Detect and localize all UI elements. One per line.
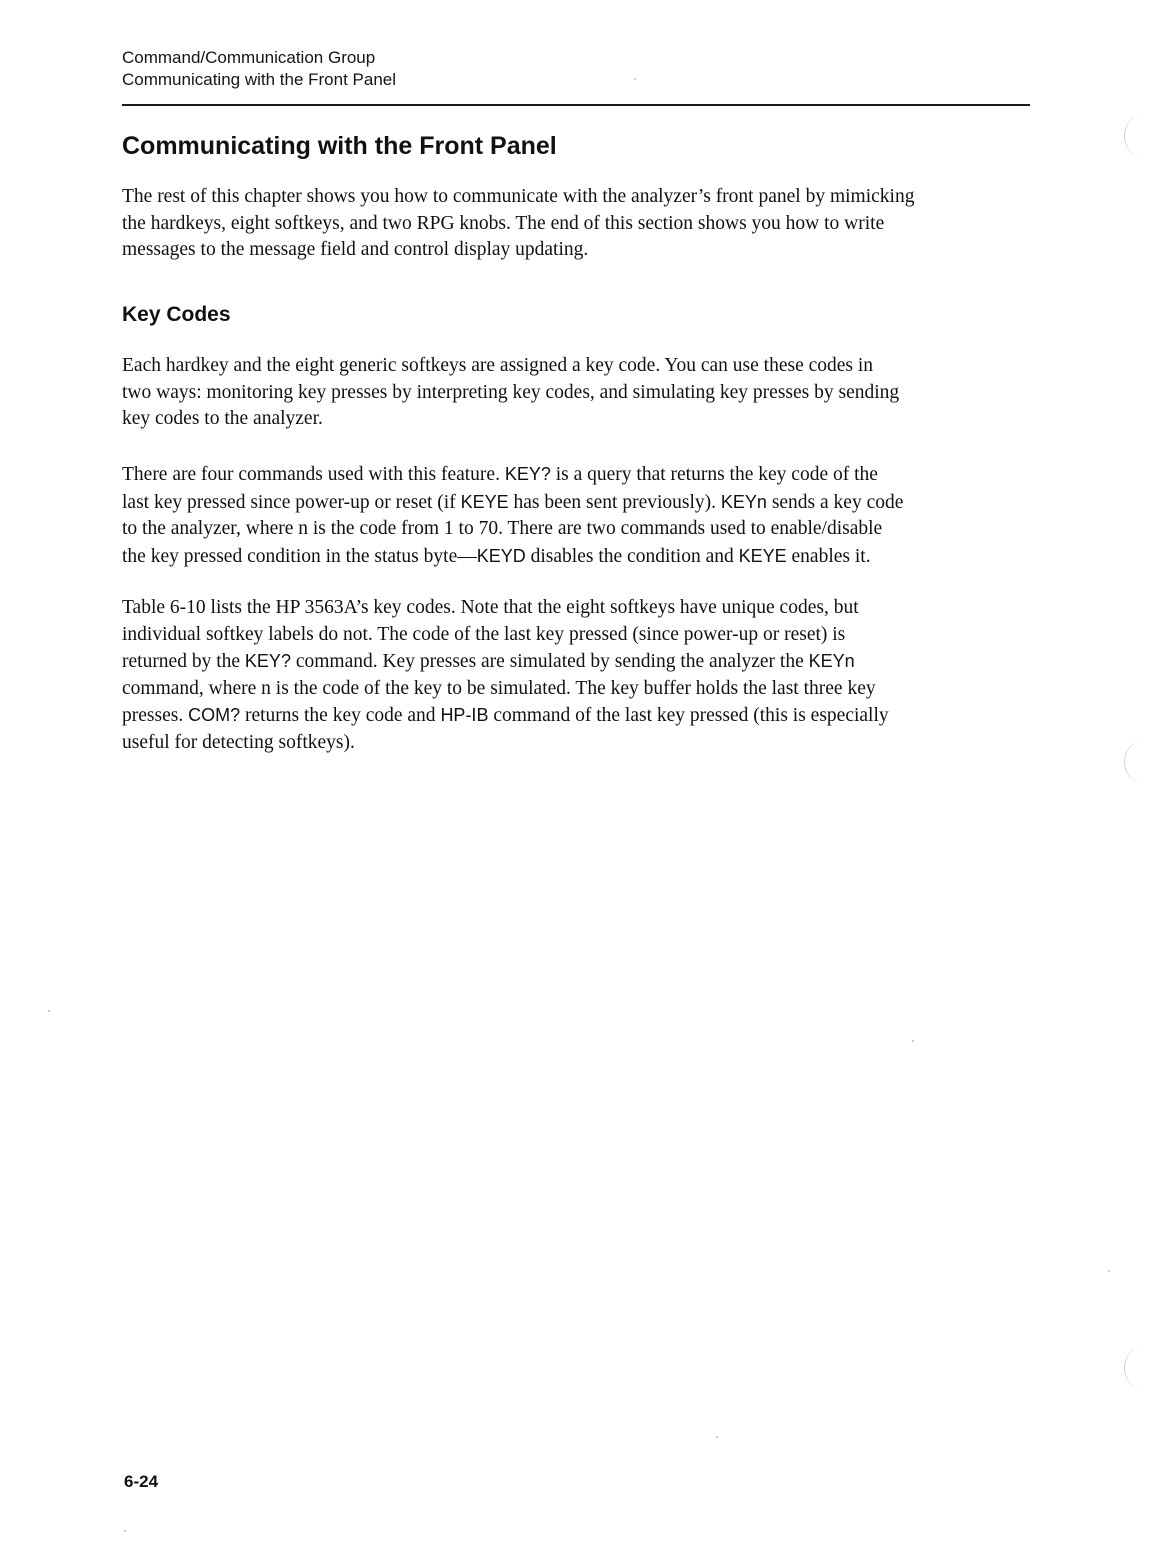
text-line: useful for detecting softkeys). (122, 731, 355, 753)
command-keyn: KEYn (808, 651, 855, 671)
subsection-title: Key Codes (122, 303, 231, 326)
keycodes-paragraph (122, 353, 1052, 433)
table-reference-paragraph (122, 595, 1052, 756)
text-run: returned by the (122, 651, 245, 672)
scan-speck (124, 1530, 126, 1532)
text-line: individual softkey labels do not. The code of the last key pressed (since power-up or reset) is (122, 623, 846, 645)
text-run: sends a key code (766, 491, 904, 513)
section-title: Communicating with the Front Panel (122, 132, 557, 160)
text-run: is a query that returns the key code of the (550, 464, 878, 485)
text-run: command. Key presses are simulated by sending the analyzer the (290, 651, 809, 672)
text-run: has been sent previously). (508, 491, 721, 513)
punch-hole-mark (1124, 742, 1157, 782)
command-keyn: KEYn (720, 491, 767, 512)
command-keye: KEYE (738, 545, 787, 566)
text-run: returns the key code and (240, 705, 441, 726)
text-line: messages to the message field and control display updating. (122, 239, 589, 260)
text-run: last key pressed since power-up or reset (if (122, 491, 461, 513)
text-line: Table 6-10 lists the HP 3563A’s key codes. Note that the eight softkeys have unique codes, but (122, 597, 859, 618)
punch-hole-mark (1124, 116, 1157, 156)
running-head-section: Communicating with the Front Panel (122, 70, 397, 89)
text-run: enables it. (786, 545, 871, 567)
text-line (122, 648, 1052, 676)
text-run: the key pressed condition in the status byte— (122, 545, 477, 567)
text-run: presses. (122, 705, 189, 726)
text-line: the hardkeys, eight softkeys, and two RPG knobs. The end of this section shows you how to write (122, 212, 885, 234)
command-hpib: HP-IB (440, 705, 489, 725)
running-head (122, 47, 396, 91)
scan-speck (48, 1010, 50, 1012)
text-run: There are four commands used with this feature. (122, 464, 505, 485)
text-line (122, 543, 1052, 571)
text-line: to the analyzer, where n is the code from 1 to 70. There are two commands used to enable/disable (122, 518, 883, 539)
text-line (122, 489, 1052, 517)
header-rule (122, 104, 1030, 106)
scan-speck (1108, 1270, 1110, 1272)
text-line (122, 461, 1052, 489)
page-number: 6-24 (124, 1472, 159, 1491)
commands-paragraph (122, 461, 1052, 570)
text-run: disables the condition and (525, 545, 739, 567)
running-head-group: Command/Communication Group (122, 48, 376, 67)
scan-speck (716, 1436, 718, 1438)
scan-speck (912, 1040, 914, 1042)
text-line: The rest of this chapter shows you how to communicate with the analyzer’s front panel by mimicking (122, 186, 915, 207)
scan-speck (634, 78, 636, 80)
text-line (122, 702, 1052, 730)
command-keyd: KEYD (476, 545, 526, 566)
text-line: two ways: monitoring key presses by interpreting key codes, and simulating key presses by sending (122, 381, 900, 403)
punch-hole-mark (1124, 1348, 1157, 1388)
text-line: Each hardkey and the eight generic softkeys are assigned a key code. You can use these codes in (122, 355, 874, 376)
command-key-query: KEY? (504, 464, 551, 484)
command-key-query: KEY? (244, 651, 291, 671)
command-com-query: COM? (188, 705, 241, 725)
intro-paragraph (122, 184, 1052, 264)
command-keye: KEYE (460, 491, 509, 512)
text-line: key codes to the analyzer. (122, 408, 323, 429)
text-line: command, where n is the code of the key to be simulated. The key buffer holds the last three key (122, 677, 876, 699)
text-run: command of the last key pressed (this is especially (488, 705, 889, 726)
